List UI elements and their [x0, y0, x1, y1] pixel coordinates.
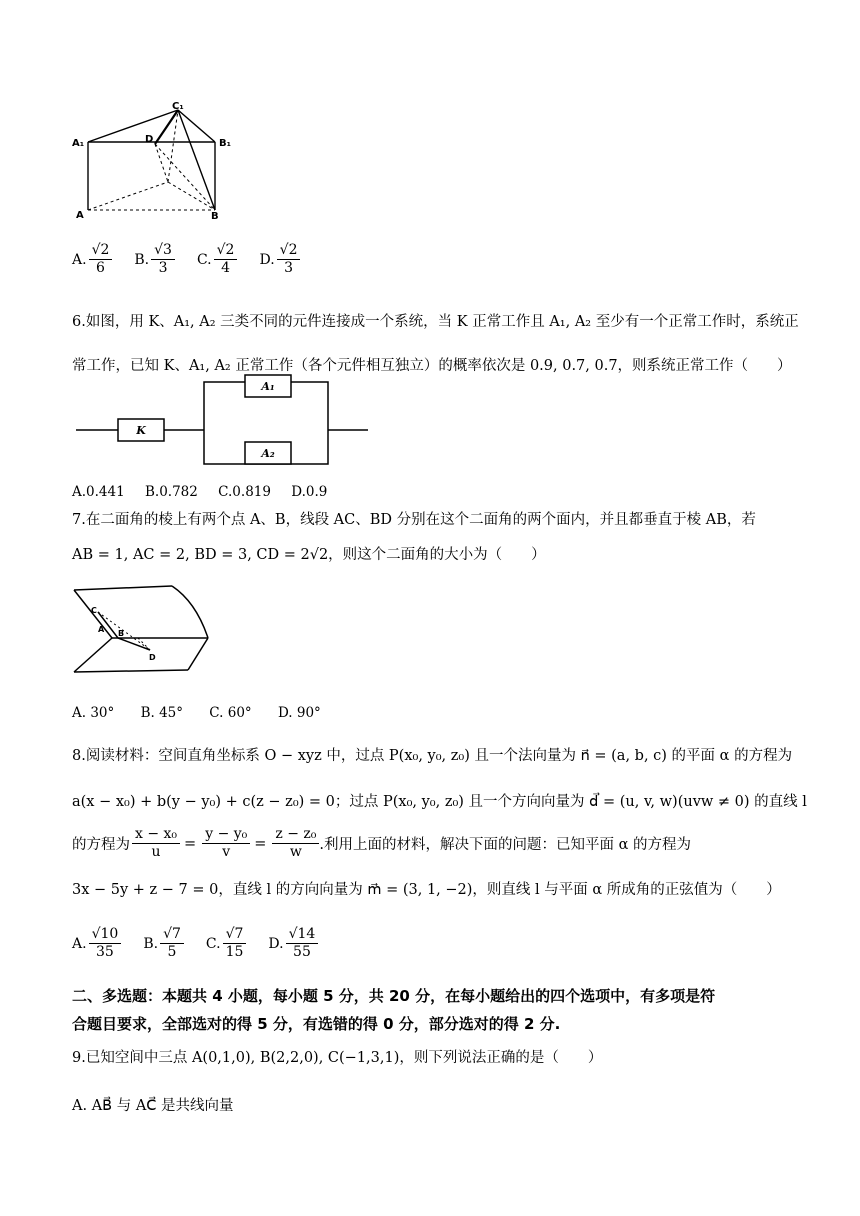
label-a1: A₁ — [261, 380, 275, 393]
q6-option-c[interactable]: C.0.819 — [218, 484, 271, 500]
label-b: B — [118, 629, 125, 638]
q8-eq-frac-x: $\frac{\text{x − x₀}}{u}$ — [132, 826, 180, 861]
q6-text-line2: 常工作，已知 K、A₁, A₂ 正常工作（各个元件相互独立）的概率依次是 0.9, 0.7, 0.7，则系统正常工作（ ） — [72, 358, 792, 374]
q8-option-b[interactable]: B. $\frac{√7}{5}$ — [143, 926, 184, 961]
q5-option-b[interactable]: B. $\frac{√3}{3}$ — [134, 242, 175, 277]
q6-text-line1: 6.如图，用 K、A₁, A₂ 三类不同的元件连接成一个系统，当 K 正常工作且 A₁, A₂ 至少有一个正常工作时，系统正 — [72, 314, 799, 330]
q7-text-line2: AB = 1, AC = 2, BD = 3, CD = 2√2，则这个二面角的大小为（ ） — [72, 547, 546, 563]
q5-option-a[interactable]: A. $\frac{√2}{6}$ — [72, 242, 112, 277]
section2-heading-line2: 合题目要求，全部选对的得 5 分，有选错的得 0 分，部分选对的得 2 分. — [72, 1015, 561, 1033]
q8-options — [72, 926, 340, 961]
q7-option-a[interactable]: A. 30° — [72, 705, 115, 721]
q8-eq-frac-y: $\frac{\text{y − y₀}}{v}$ — [202, 826, 250, 861]
label-k: K — [136, 424, 146, 437]
label-d: D — [145, 134, 154, 145]
label-b1: B₁ — [219, 138, 232, 149]
q6-option-b[interactable]: B.0.782 — [145, 484, 198, 500]
q7-options — [72, 703, 321, 723]
q8-option-a[interactable]: A. $\frac{√10}{35}$ — [72, 926, 121, 961]
q8-text-line4: 3x − 5y + z − 7 = 0，直线 l 的方向向量为 m⃗ = (3, 1, −2)，则直线 l 与平面 α 所成角的正弦值为（ ） — [72, 882, 781, 898]
q7-option-b[interactable]: B. 45° — [140, 705, 183, 721]
label-b: B — [211, 211, 219, 220]
q9-option-a[interactable]: A. AB⃗ 与 AC⃗ 是共线向量 — [72, 1098, 234, 1114]
q5-prism-figure — [70, 100, 240, 220]
q7-option-c[interactable]: C. 60° — [209, 705, 252, 721]
q5-option-c[interactable]: C. $\frac{√2}{4}$ — [197, 242, 238, 277]
q7-option-d[interactable]: D. 90° — [277, 705, 321, 721]
q8-text-line2: a(x − x₀) + b(y − y₀) + c(z − z₀) = 0；过点 P(x₀, y₀, z₀) 且一个方向向量为 d⃗ = (u, v, w)(uvw ≠ 0) 的直线 l — [72, 794, 807, 810]
label-d: D — [149, 653, 156, 662]
q7-text-line1: 7.在二面角的棱上有两个点 A、B，线段 AC、BD 分别在这个二面角的两个面内，并且都垂直于棱 AB，若 — [72, 512, 756, 528]
q8-option-c[interactable]: C. $\frac{√7}{15}$ — [206, 926, 247, 961]
q6-circuit-figure — [70, 374, 380, 470]
label-a1: A₁ — [72, 138, 85, 149]
q6-option-d[interactable]: D.0.9 — [291, 484, 328, 500]
label-a: A — [76, 210, 84, 220]
q5-option-d[interactable]: D. $\frac{√2}{3}$ — [259, 242, 300, 277]
q6-option-a[interactable]: A.0.441 — [72, 484, 125, 500]
q6-options — [72, 482, 327, 502]
q8-text-line3: 的方程为 $\frac{\text{x − x₀}}{u}$ = $\frac{\text{y − y₀}}{v}$ = $\frac{\text{z − z₀}}{w}$ .利用上面的材料，解决下面的问题：已知平面 α 的方程为 — [72, 826, 692, 860]
label-c: C — [91, 606, 97, 615]
q5-options — [72, 242, 322, 277]
label-a: A — [98, 625, 105, 634]
q8-text-line1: 8.阅读材料：空间直角坐标系 O − xyz 中，过点 P(x₀, y₀, z₀) 且一个法向量为 n⃗ = (a, b, c) 的平面 α 的方程为 — [72, 748, 793, 764]
q9-text-line1: 9.已知空间中三点 A(0,1,0), B(2,2,0), C(−1,3,1)，则下列说法正确的是（ ） — [72, 1050, 603, 1066]
q8-eq-frac-z: $\frac{\text{z − z₀}}{w}$ — [272, 826, 319, 861]
label-c1: C₁ — [172, 101, 184, 112]
q7-dihedral-figure — [70, 580, 220, 680]
q8-option-d[interactable]: D. $\frac{√14}{55}$ — [268, 926, 318, 961]
label-a2: A₂ — [261, 447, 275, 460]
section2-heading-line1: 二、多选题：本题共 4 小题，每小题 5 分，共 20 分，在每小题给出的四个选项中，有多项是符 — [72, 987, 716, 1005]
